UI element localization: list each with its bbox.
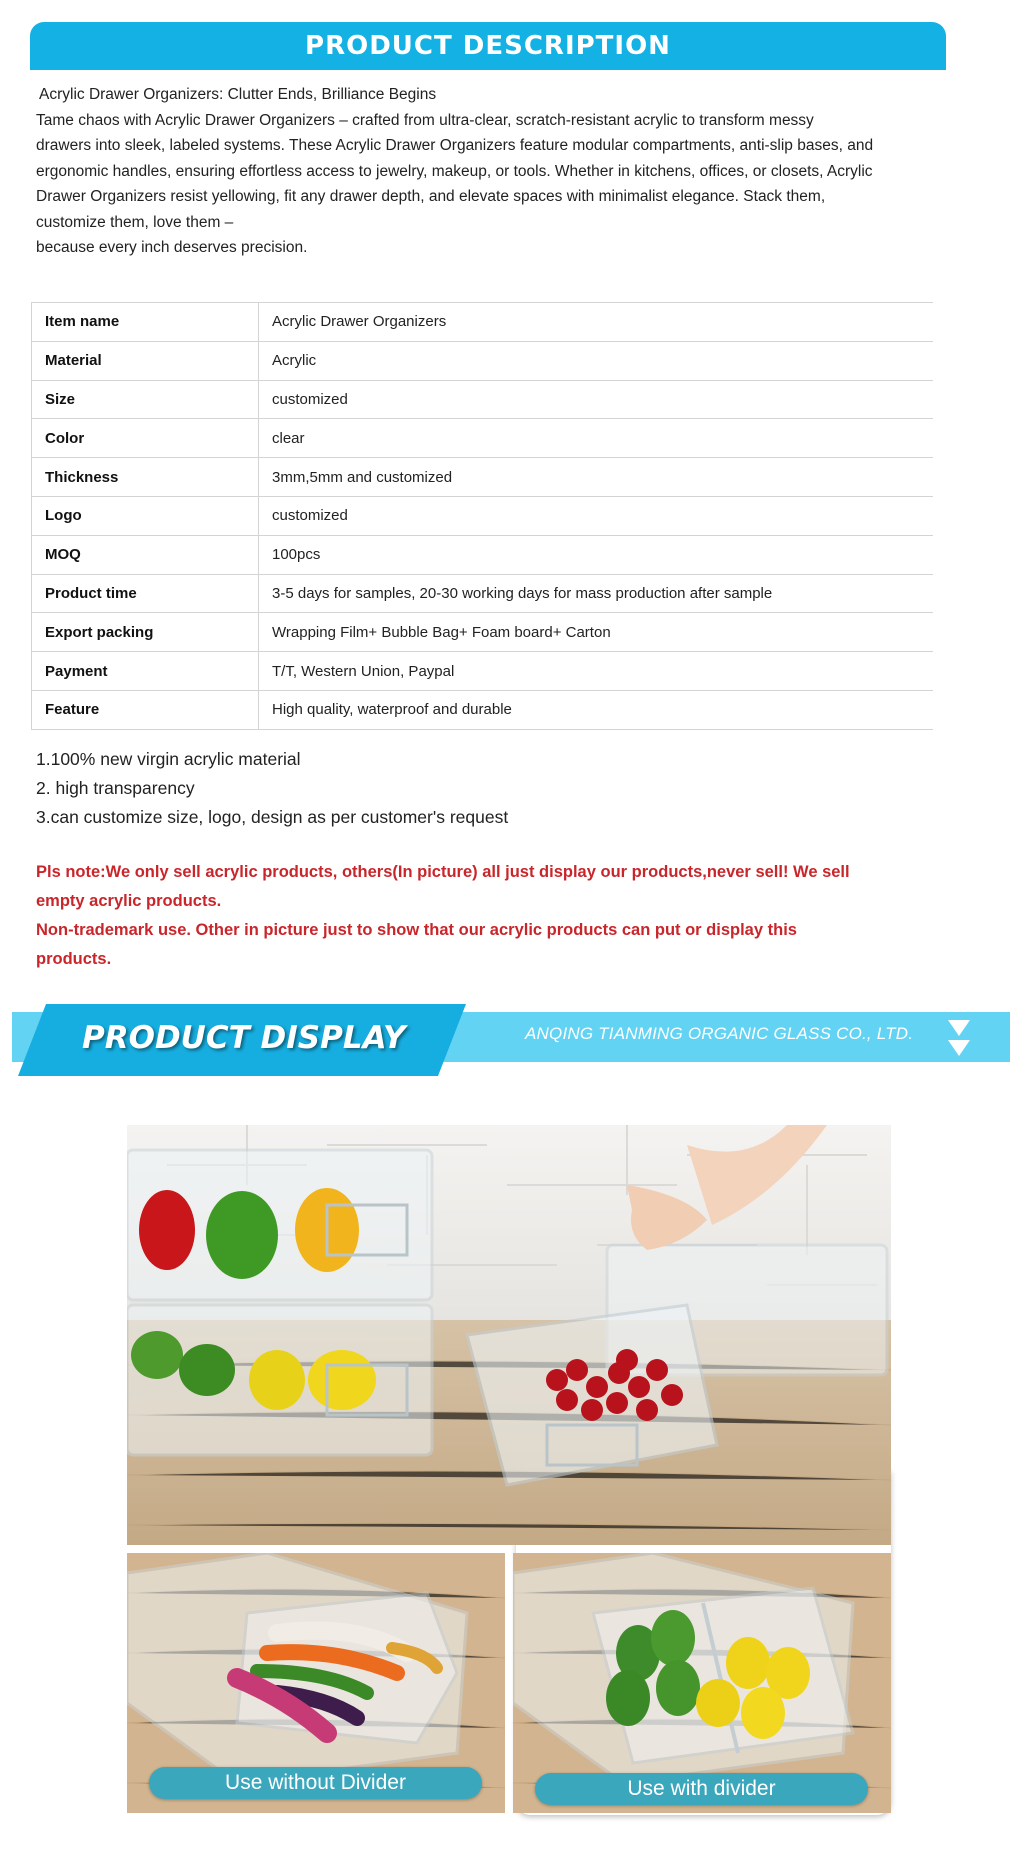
- double-chevron-down-icon: [947, 1018, 971, 1060]
- disclaimer-note: [36, 858, 936, 974]
- spec-value: T/T, Western Union, Paypal: [259, 652, 934, 691]
- spec-label: Color: [32, 419, 259, 458]
- spec-label: Payment: [32, 652, 259, 691]
- table-row: [32, 574, 934, 613]
- spec-label: Size: [32, 380, 259, 419]
- intro-line: Tame chaos with Acrylic Drawer Organizers – crafted from ultra-clear, scratch-resistant acrylic to transform messy: [36, 111, 814, 129]
- table-row: [32, 419, 934, 458]
- table-row: [32, 496, 934, 535]
- note-line: products.: [36, 950, 112, 968]
- product-photo-main: [127, 1125, 891, 1545]
- display-banner-title: PRODUCT DISPLAY: [82, 1020, 406, 1056]
- company-name: ANQING TIANMING ORGANIC GLASS CO., LTD.: [525, 1024, 914, 1043]
- spec-label: Thickness: [32, 458, 259, 497]
- spec-value: customized: [259, 496, 934, 535]
- intro-line: ergonomic handles, ensuring effortless access to jewelry, makeup, or tools. Whether in kitchens, offices, or closets, Acrylic: [36, 162, 873, 180]
- list-item: 1.100% new virgin acrylic material: [36, 749, 301, 769]
- table-row: [32, 690, 934, 729]
- intro-line: because every inch deserves precision.: [36, 239, 308, 256]
- table-row: [32, 341, 934, 380]
- spec-label: Feature: [32, 690, 259, 729]
- spec-value: clear: [259, 419, 934, 458]
- spec-label: Export packing: [32, 613, 259, 652]
- product-gallery: [127, 1125, 891, 1815]
- table-row: [32, 613, 934, 652]
- spec-label: Material: [32, 341, 259, 380]
- intro-line: drawers into sleek, labeled systems. These Acrylic Drawer Organizers feature modular compartments, anti-slip bases, and: [36, 137, 874, 154]
- spec-value: customized: [259, 380, 934, 419]
- table-row: [32, 652, 934, 691]
- list-item: 2. high transparency: [36, 778, 195, 798]
- display-banner: [12, 1004, 1010, 1080]
- feature-list: [36, 745, 508, 832]
- caption-with-divider: Use with divider: [535, 1773, 868, 1805]
- intro-headline: Acrylic Drawer Organizers: Clutter Ends, Brilliance Begins: [39, 86, 437, 103]
- spec-table: [31, 302, 933, 730]
- spec-label: Product time: [32, 574, 259, 613]
- spec-label: MOQ: [32, 535, 259, 574]
- intro-line: Drawer Organizers resist yellowing, fit any drawer depth, and elevate spaces with minimalist elegance. Stack them,: [36, 188, 826, 205]
- table-row: [32, 303, 934, 342]
- description-banner: [30, 22, 946, 70]
- spec-value: Acrylic Drawer Organizers: [259, 303, 934, 342]
- table-row: [32, 458, 934, 497]
- note-line: Pls note:We only sell acrylic products, others(In picture) all just display our products,never sell! We sell: [36, 863, 850, 881]
- table-row: [32, 535, 934, 574]
- spec-label: Item name: [32, 303, 259, 342]
- table-row: [32, 380, 934, 419]
- intro-text: [36, 82, 936, 261]
- product-photo-with-divider: [513, 1553, 891, 1813]
- spec-value: 100pcs: [259, 535, 934, 574]
- spec-value: Wrapping Film+ Bubble Bag+ Foam board+ Carton: [259, 613, 934, 652]
- list-item: 3.can customize size, logo, design as per customer's request: [36, 807, 509, 827]
- caption-without-divider: Use without Divider: [149, 1767, 482, 1799]
- intro-line: customize them, love them –: [36, 213, 234, 231]
- spec-value: 3mm,5mm and customized: [259, 458, 934, 497]
- note-line: empty acrylic products.: [36, 892, 222, 910]
- description-banner-title: PRODUCT DESCRIPTION: [305, 31, 671, 61]
- note-line: Non-trademark use. Other in picture just to show that our acrylic products can put or display this: [36, 921, 797, 939]
- spec-label: Logo: [32, 496, 259, 535]
- spec-value: High quality, waterproof and durable: [259, 690, 934, 729]
- spec-value: Acrylic: [259, 341, 934, 380]
- spec-value: 3-5 days for samples, 20-30 working days for mass production after sample: [259, 574, 934, 613]
- product-photo-without-divider: [127, 1553, 505, 1813]
